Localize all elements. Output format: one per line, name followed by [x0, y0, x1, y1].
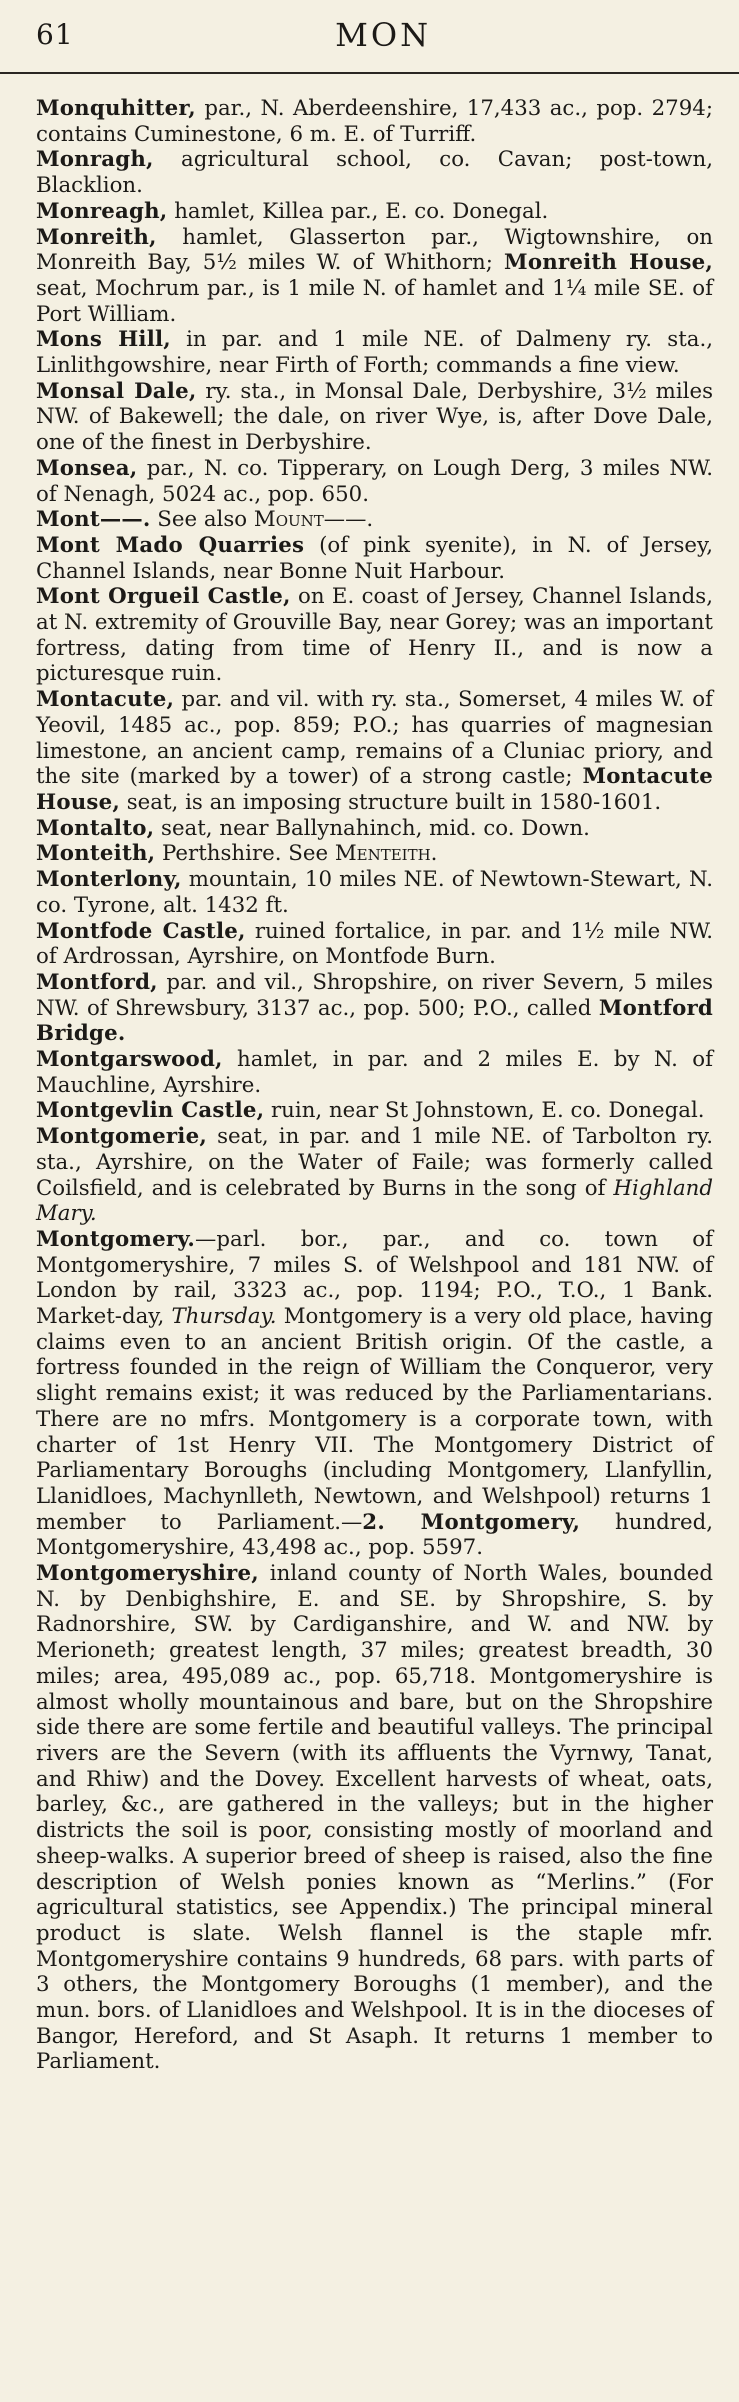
entry-headword: Montacute,: [36, 687, 175, 713]
gazetteer-entry: [36, 456, 713, 507]
gazetteer-entry: [36, 687, 713, 816]
gazetteer-entry: [36, 199, 713, 225]
entry-headword: Monsal Dale,: [36, 378, 197, 404]
entry-text: par. and vil., Shropshire, on river Severn, 5 miles NW. of Shrewsbury, 3137 ac., pop. 500; P.O., called: [36, 969, 713, 1021]
entry-headword: Monreith House,: [504, 250, 714, 276]
entry-text: on E. coast of Jersey, Channel Islands, at N. extremity of Grouville Bay, near Gorey; was an important fortress, dating from time of Henry II., and is now a picturesque ruin.: [36, 584, 713, 687]
entry-list: [36, 96, 713, 2075]
entry-text: seat, Mochrum par., is 1 mile N. of hamlet and 1¼ mile SE. of Port William.: [36, 275, 713, 327]
page-number: 61: [36, 18, 74, 51]
gazetteer-entry: [36, 147, 713, 198]
entry-headword: Monsea,: [36, 455, 138, 481]
entry-headword: Mont——.: [36, 507, 151, 533]
gazetteer-entry: [36, 225, 713, 328]
gazetteer-entry: [36, 1561, 713, 2075]
entry-headword: 2. Montgomery,: [362, 1509, 581, 1535]
entry-headword: Monreagh,: [36, 198, 168, 224]
entry-headword: Montford Bridge.: [36, 995, 713, 1047]
entry-text: seat, in par. and 1 mile NE. of Tarbolton ry. sta., Ayrshire, on the Water of Faile; was formerly called Coilsfield, and is celebrated by Burns in the song of: [36, 1124, 713, 1201]
entry-text: agricultural school, co. Cavan; post-town, Blacklion.: [36, 147, 713, 199]
entry-text: par., N. Aberdeenshire, 17,433 ac., pop. 2794; contains Cuminestone, 6 m. E. of Turriff.: [36, 96, 713, 147]
entry-text: in par. and 1 mile NE. of Dalmeny ry. sta., Linlithgowshire, near Firth of Forth; commands a fine view.: [36, 327, 713, 379]
entry-text: seat, near Ballynahinch, mid. co. Down.: [154, 815, 590, 841]
gazetteer-entry: [36, 919, 713, 970]
page-header: [36, 0, 711, 62]
entry-text: (of pink syenite), in N. of Jersey, Channel Islands, near Bonne Nuit Harbour.: [36, 532, 713, 584]
gazetteer-entry: [36, 533, 713, 584]
entry-text: par., N. co. Tipperary, on Lough Derg, 3 miles NW. of Nenagh, 5024 ac., pop. 650.: [36, 455, 713, 507]
entry-text: par. and vil. with ry. sta., Somerset, 4 miles W. of Yeovil, 1485 ac., pop. 859; P.O.; has quarries of magnesian limestone, an ancient camp, remains of a Cluniac priory, and the site (marked by a tower) of a strong castle;: [36, 687, 713, 790]
gazetteer-entry: [36, 1227, 713, 1561]
entry-text: seat, is an imposing structure built in 1580-1601.: [119, 789, 662, 815]
entry-headword: Montford,: [36, 969, 158, 995]
header-rule: [0, 72, 739, 74]
entry-text: See also: [150, 507, 254, 533]
entry-headword: Montgevlin Castle,: [36, 1098, 265, 1124]
gazetteer-entry: [36, 379, 713, 456]
entry-text: mountain, 10 miles NE. of Newtown-Stewart, N. co. Tyrone, alt. 1432 ft.: [36, 867, 713, 918]
entry-headword: Montgarswood,: [36, 1047, 223, 1073]
gazetteer-entry: [36, 841, 713, 867]
gazetteer-entry: [36, 1047, 713, 1098]
entry-text: Montgomery is a very old place, having claims even to an ancient British origin. Of the castle, a fortress founded in the reign of William the Conqueror, very slight remains exist; it was reduced by the Parliamentarians. There are no mfrs. Montgomery is a corporate town, with charter of 1st Henry VII. The Montgomery District of Parliamentary Boroughs (including Montgomery, Llanfyllin, Llanidloes, Machynlleth, Newtown, and Welshpool) returns 1 member to Parliament.—: [36, 1304, 713, 1535]
entry-headword: Montalto,: [36, 815, 155, 841]
entry-text: ruined fortalice, in par. and 1½ mile NW. of Ardrossan, Ayrshire, on Montfode Burn.: [36, 918, 714, 970]
entry-text: hamlet, Killea par., E. co. Donegal.: [167, 198, 549, 224]
gazetteer-entry: [36, 970, 713, 1047]
gazetteer-entry: [36, 584, 713, 687]
gazetteer-entry: [36, 327, 713, 378]
entry-headword: Montacute House,: [36, 764, 713, 815]
entry-text: ruin, near St Johnstown, E. co. Donegal.: [264, 1098, 705, 1124]
gazetteer-entry: [36, 507, 713, 533]
gazetteer-entry: [36, 1124, 713, 1227]
gazetteer-entry: [36, 867, 713, 918]
entry-headword: Montfode Castle,: [36, 918, 246, 944]
entry-headword: Mont Orgueil Castle,: [36, 584, 291, 610]
gazetteer-entry: [36, 1098, 713, 1124]
cross-reference: Menteith.: [334, 841, 438, 867]
entry-text: hamlet, in par. and 2 miles E. by N. of Mauchline, Ayrshire.: [36, 1047, 713, 1098]
cross-reference: Mount——.: [253, 507, 374, 533]
entry-text: hundred, Montgomeryshire, 43,498 ac., pop. 5597.: [36, 1509, 713, 1561]
entry-text: Perthshire. See: [155, 841, 335, 867]
entry-text: hamlet, Glasserton par., Wigtownshire, on Monreith Bay, 5½ miles W. of Whithorn;: [36, 224, 713, 276]
entry-text: —parl. bor., par., and co. town of Montgomeryshire, 7 miles S. of Welshpool and 181 NW. of London by rail, 3323 ac., pop. 1194; P.O., T.O., 1 Bank. Market-day,: [36, 1226, 713, 1330]
entry-headword: Monteith,: [36, 841, 156, 867]
entry-text: inland county of North Wales, bounded N. by Denbighshire, E. and SE. by Shropshire, S. by Radnorshire, SW. by Cardiganshire, and W. and NW. by Merioneth; greatest length, 37 miles; greatest breadth, 30 miles; area, 495,089 ac., pop. 65,718. Montgomeryshire is almost wholly mountainous and bare, but on the Shropshire side there are some fertile and beautiful valleys. The principal rivers are the Severn (with its affluents the Vyrnwy, Tanat, and Rhiw) and the Dovey. Excellent harvests of wheat, oats, barley, &c., are gathered in the valleys; but in the higher districts the soil is poor, consisting mostly of moorland and sheep-walks. A superior breed of sheep is raised, also the fine description of Welsh ponies known as “Merlins.” (For agricultural statistics, see Appendix.) The principal mineral product is slate. Welsh flannel is the staple mfr. Montgomeryshire contains 9 hundreds, 68 pars. with parts of 3 others, the Montgomery Boroughs (1 member), and the mun. bors. of Llanidloes and Welshpool. It is in the dioceses of Bangor, Hereford, and St Asaph. It returns 1 member to Parliament.: [36, 1561, 713, 2075]
entry-italic-text: Highland Mary.: [36, 1175, 713, 1227]
entry-headword: Montgomeryshire,: [36, 1561, 259, 1587]
entry-headword: Monquhitter,: [36, 96, 196, 121]
entry-text: ry. sta., in Monsal Dale, Derbyshire, 3½ miles NW. of Bakewell; the dale, on river Wye, is, after Dove Dale, one of the finest in Derbyshire.: [36, 378, 714, 456]
entry-headword: Montgomery.: [36, 1226, 196, 1252]
entry-headword: Montgomerie,: [36, 1124, 207, 1150]
gazetteer-entry: [36, 816, 713, 842]
running-head: MON: [335, 16, 432, 54]
entry-headword: Monterlony,: [36, 867, 182, 893]
entry-headword: Monragh,: [36, 147, 154, 173]
entry-headword: Monreith,: [36, 224, 157, 250]
entry-italic-text: Thursday.: [171, 1304, 277, 1330]
gazetteer-entry: [36, 96, 713, 147]
entry-headword: Mont Mado Quarries: [36, 532, 305, 558]
entry-headword: Mons Hill,: [36, 327, 171, 353]
